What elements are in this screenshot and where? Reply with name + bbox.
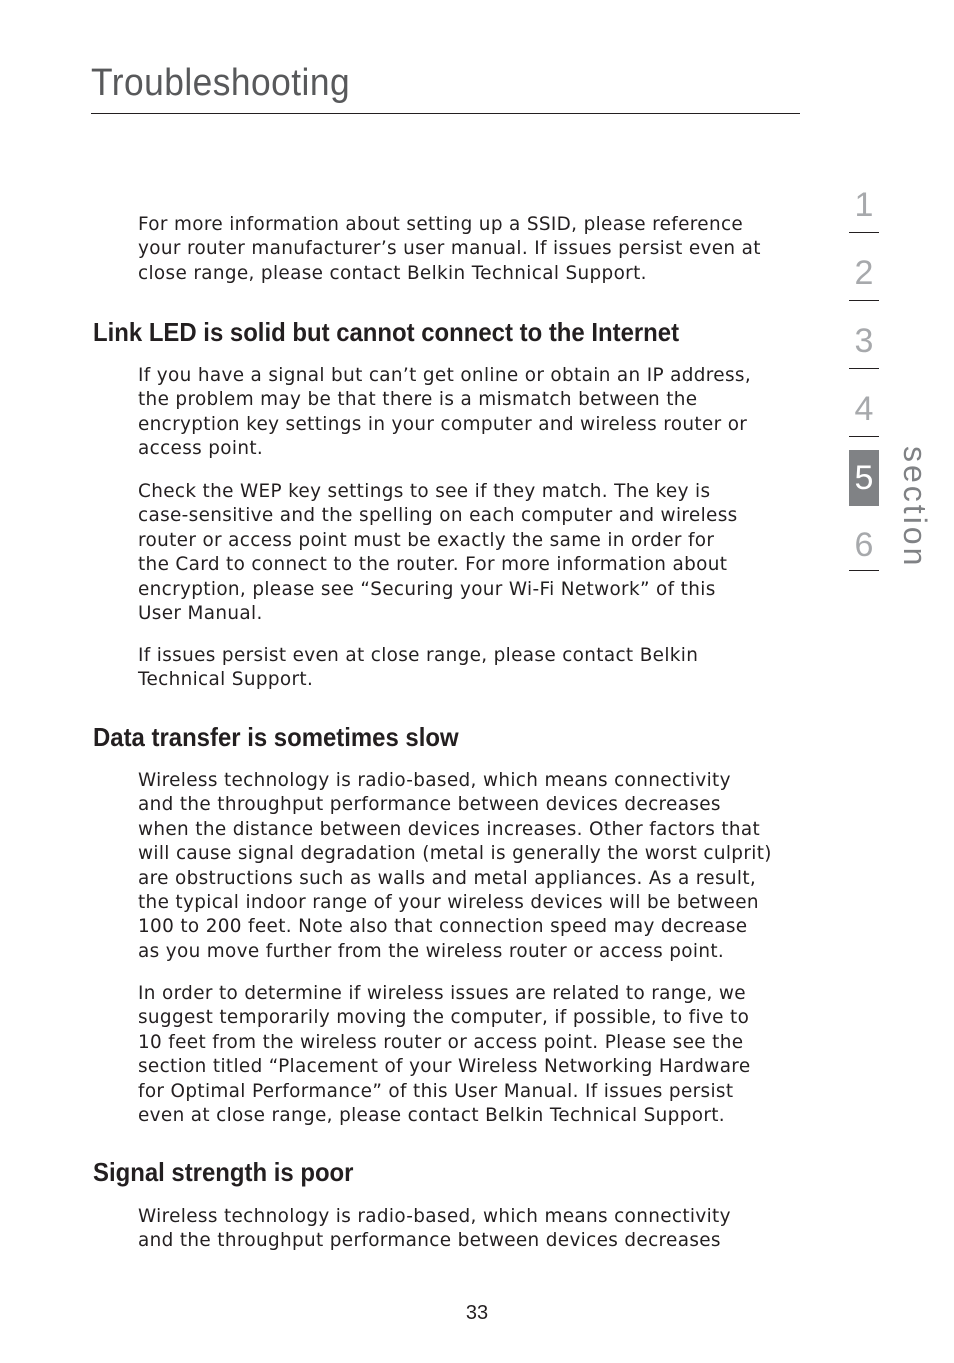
title-divider [91, 113, 800, 114]
paragraph-range: In order to determine if wireless issues are related to range, we suggest temporarily moving the computer, if possible, to five to 10 feet from the wireless router or access point. Please see the section titled “Placement of your Wireless Networking Hardware for Optimal Performance” of this User Manual. If issues persist even at close range, please contact Belkin Technical Support. [138, 983, 751, 1127]
section-divider [849, 570, 879, 571]
paragraph-radio-based: Wireless technology is radio-based, which means connectivity and the throughput performance between devices decreases when the distance between devices increases. Other factors that will cause signal degradation (metal is generally the worst culprit) are obstructions such as walls and metal appliances. As a result, the typical indoor range of your wireless devices will be between 100 to 200 feet. Note also that connection speed may decrease as you move further from the wireless router or access point. [138, 770, 772, 962]
heading-link-led: Link LED is solid but cannot connect to the Internet [93, 317, 680, 347]
section-label: section [897, 446, 933, 569]
section-number-3[interactable]: 3 [854, 322, 874, 360]
paragraph-contact-support: If issues persist even at close range, please contact Belkin Technical Support. [138, 645, 699, 691]
section-number-4[interactable]: 4 [854, 390, 874, 428]
heading-data-transfer: Data transfer is sometimes slow [93, 722, 459, 752]
heading-signal-strength: Signal strength is poor [93, 1157, 354, 1187]
paragraph-mismatch: If you have a signal but can’t get online or obtain an IP address, the problem may be that there is a mismatch between the encryption key settings in your computer and wireless router or access point. [138, 365, 752, 460]
paragraph-wep-key: Check the WEP key settings to see if they match. The key is case-sensitive and the spelling on each computer and wireless router or access point must be exactly the same in order for the Card to connect to the router. For more information about encryption, please see “Securing your Wi-Fi Network” of this User Manual. [138, 481, 738, 625]
section-number-1[interactable]: 1 [854, 186, 874, 224]
section-divider [849, 436, 879, 437]
section-number-6[interactable]: 6 [854, 526, 874, 564]
section-divider [849, 232, 879, 233]
page-number: 33 [465, 1302, 489, 1324]
paragraph-signal: Wireless technology is radio-based, which means connectivity and the throughput performance between devices decreases [138, 1206, 731, 1252]
section-divider [849, 368, 879, 369]
section-divider [849, 300, 879, 301]
section-number-5-active[interactable]: 5 [849, 450, 879, 506]
section-number-2[interactable]: 2 [854, 254, 874, 292]
page-title: Troubleshooting [91, 62, 351, 104]
paragraph-ssid-info: For more information about setting up a SSID, please reference your router manufacturer’s user manual. If issues persist even at close range, please contact Belkin Technical Support. [138, 214, 761, 284]
